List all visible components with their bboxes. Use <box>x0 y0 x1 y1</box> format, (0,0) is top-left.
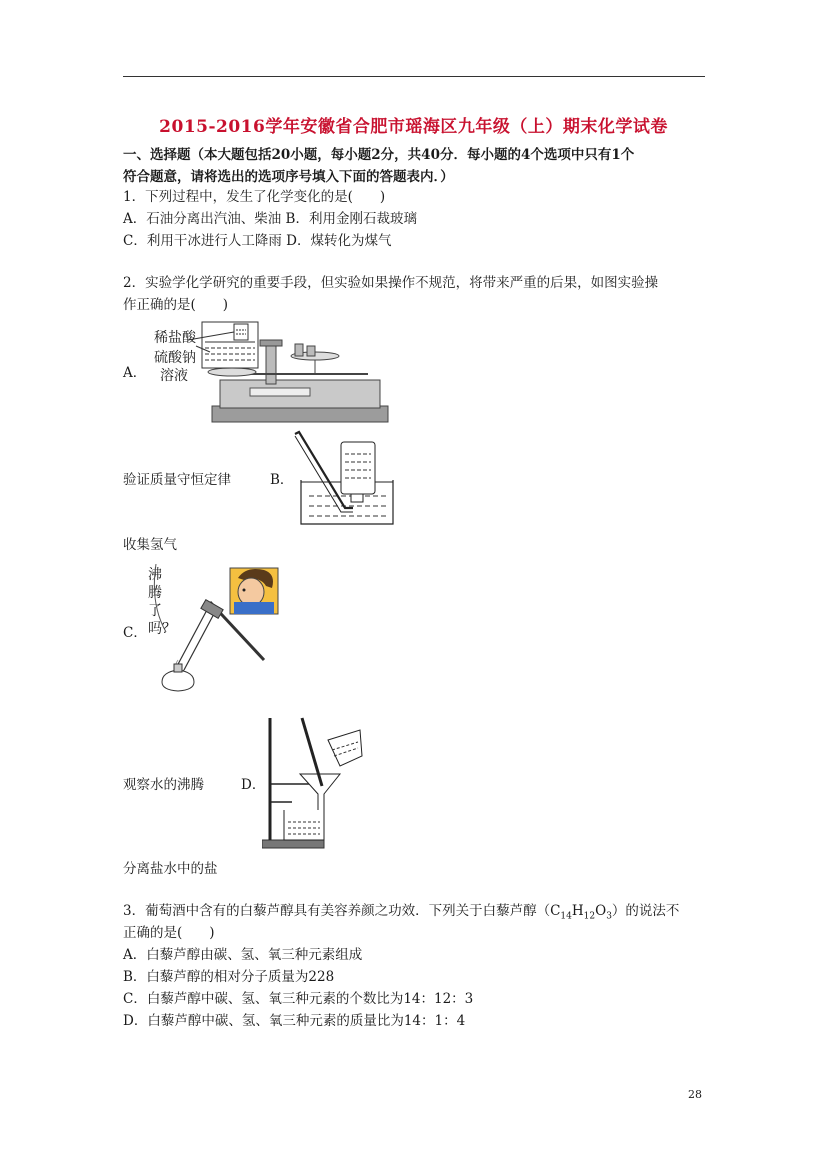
q3-stem-line1: 3．葡萄酒中含有的白藜芦醇具有美容养颜之功效．下列关于白藜芦醇$(C_{14}H_{12}O_3)$的说法不 <box>123 903 680 922</box>
q3-option-c: C．白藜芦醇中碳、氢、氧三种元素的个数比为14：12：3 <box>123 991 474 1007</box>
test-tube-heating-figure <box>148 564 284 696</box>
q2-stem-line1: 2．实验学化学研究的重要手段，但实验如果操作不规范，将带来严重的后果，如图实验操 <box>123 275 659 291</box>
q2-stem-line2: 作正确的是( ) <box>123 297 229 313</box>
q2-label-c: C． <box>123 625 147 641</box>
q2-caption-c: 观察水的沸腾 <box>123 777 204 793</box>
gas-collection-figure <box>293 430 401 526</box>
q3-stem-line2: 正确的是( ) <box>123 925 215 941</box>
section-heading-line2: 符合题意，请将选出的选项序号填入下面的答题表内．） <box>123 169 454 185</box>
fig-a-label-acid: 稀盐酸 <box>154 330 196 346</box>
q2-caption-d: 分离盐水中的盐 <box>123 861 218 877</box>
q3-option-d: D．白藜芦醇中碳、氢、氧三种元素的质量比为14：1：4 <box>123 1013 466 1029</box>
q2-label-a: A． <box>123 365 147 381</box>
section-heading-line1: 一、选择题（本大题包括20小题，每小题2分，共40分．每小题的4个选项中只有1个 <box>123 147 635 163</box>
q1-options-cd: C．利用干冰进行人工降雨 D．煤转化为煤气 <box>123 233 392 249</box>
fig-a-label-sodium-sulfate: 硫酸钠 <box>154 350 196 366</box>
q3-option-a: A．白藜芦醇由碳、氢、氧三种元素组成 <box>123 947 363 963</box>
fig-a-label-solution: 溶液 <box>160 368 188 384</box>
q2-label-d: D． <box>241 777 266 793</box>
page-number: 28 <box>688 1088 702 1101</box>
q1-options-ab: A．石油分离出汽油、柴油 B．利用金刚石裁玻璃 <box>123 211 417 227</box>
exam-title: 2015-2016学年安徽省合肥市瑶海区九年级（上）期末化学试卷 <box>159 117 668 137</box>
header-rule <box>123 76 705 77</box>
q2-label-b: B． <box>270 472 294 488</box>
q3-option-b: B．白藜芦醇的相对分子质量为228 <box>123 969 335 985</box>
filtration-figure <box>262 714 366 854</box>
q1-stem: 1．下列过程中，发生了化学变化的是( ) <box>123 189 386 205</box>
q2-caption-a: 验证质量守恒定律 <box>123 472 231 488</box>
q2-caption-b: 收集氢气 <box>123 537 177 553</box>
fig-c-bubble-text: 沸腾了吗？ <box>148 567 176 637</box>
